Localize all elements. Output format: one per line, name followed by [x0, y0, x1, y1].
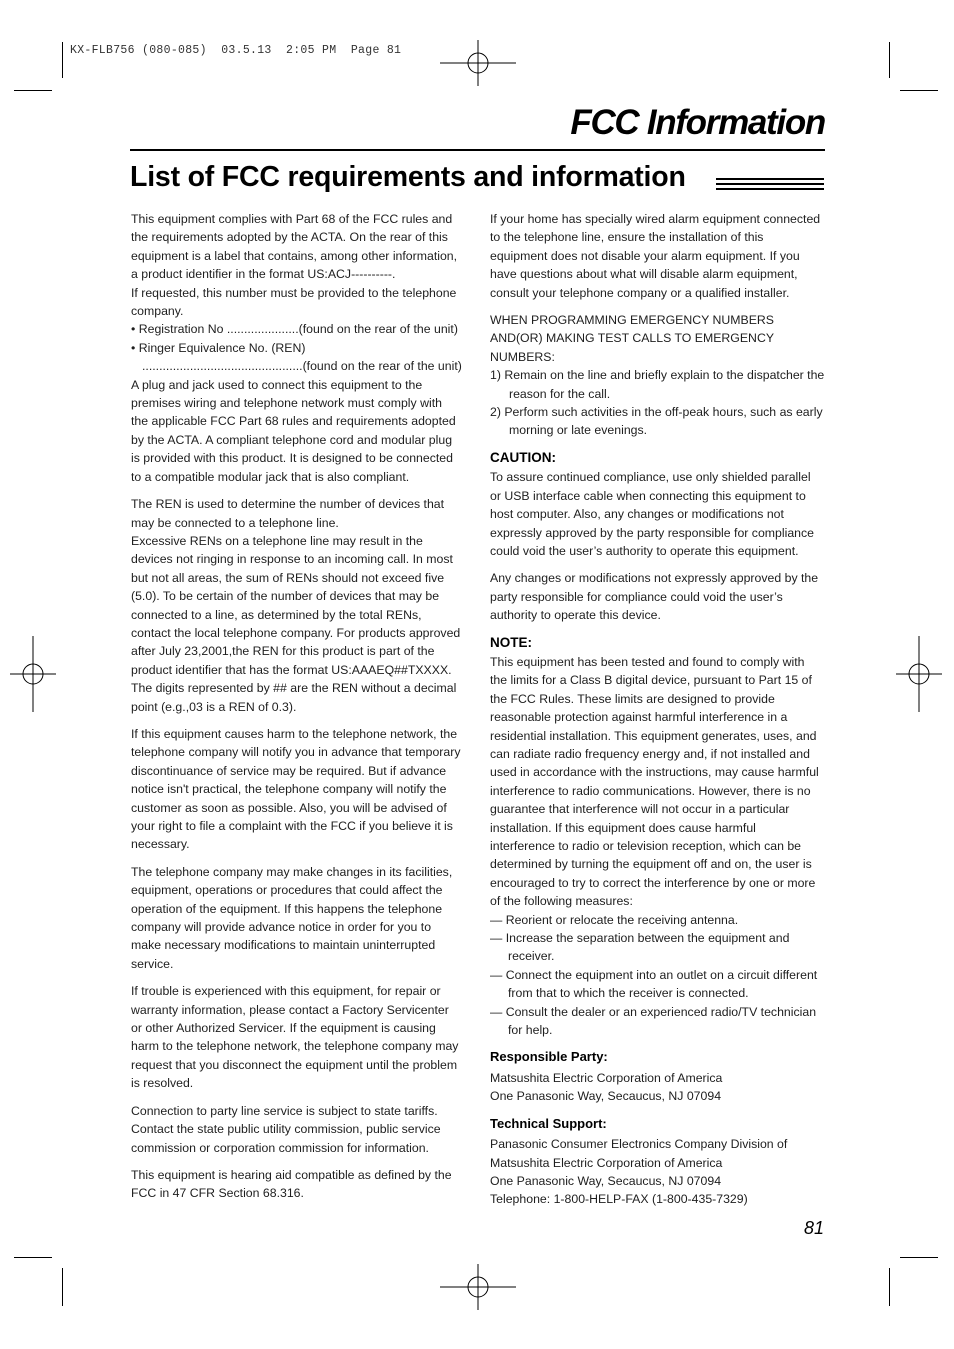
- technical-support-text: Panasonic Consumer Electronics Company Division of Matsushita Electric Corporation of America One Panasonic Way, Secaucus, NJ 07094 Telephone: 1-800-HELP-FAX (1-800-435-7329): [490, 1137, 788, 1207]
- note-text: This equipment has been tested and found to comply with the limits for a Class B digital device, pursuant to Part 15 of the FCC Rules. These limits are designed to provide reasonable protection against harmful interference in a residential installation. This equipment generates, uses, and can radiate radio frequency energy and, if not installed and used in accordance with the instructions, may cause harmful interference to radio communications. However, there is no guarantee that interference will not occur in a particular installation. If this equipment does cause harmful interference to radio or television reception, which can be determined by turning the equipment off and on, the user is encouraged to try to correct the interference by one or more of the following measures: — Reorient or relocate the receiving antenna. — Increase the separation between the equipment and receiver. — Connect the equipment into an outlet on a circuit different from that to which the receiver is connected. — Consult the dealer or an experienced radio/TV technician for help.: [490, 653, 828, 1040]
- paragraph: Connection to party line service is subject to state tariffs. Contact the state public utility commission, public service commission or corporation commission for information.: [131, 1103, 441, 1155]
- print-slug: KX-FLB756 (080-085) 03.5.13 2:05 PM Page 81: [70, 44, 402, 57]
- list-item: — Connect the equipment into an outlet on a circuit different from that to which the receiver is connected.: [490, 967, 818, 1001]
- left-column: [131, 210, 467, 1212]
- registration-mark-right: [896, 636, 942, 712]
- paragraph: This equipment is hearing aid compatible as defined by the FCC in 47 CFR Section 68.316.: [131, 1167, 452, 1201]
- registration-mark-top: [440, 40, 516, 86]
- page-heading: List of FCC requirements and information: [130, 161, 686, 193]
- title-rule: [130, 149, 825, 151]
- registration-mark-bottom: [440, 1264, 516, 1310]
- list-item: 1) Remain on the line and briefly explain to the dispatcher the reason for the call.: [490, 368, 825, 401]
- page-number: 81: [803, 1218, 824, 1238]
- right-column: [490, 210, 828, 1218]
- note-heading: NOTE:: [490, 634, 532, 650]
- bullet-ren: • Ringer Equivalence No. (REN): [131, 340, 306, 355]
- paragraph: The telephone company may make changes in its facilities, equipment, operations or procedures that could affect the operation of the equipment. If this happens the telephone company will provide advance notice in order for you to make necessary modifications to maintain uninterrupted service.: [131, 864, 453, 971]
- responsible-party-text: Matsushita Electric Corporation of America One Panasonic Way, Secaucus, NJ 07094: [490, 1070, 723, 1104]
- bullet-registration-no: • Registration No .....................(found on the rear of the unit): [131, 322, 458, 337]
- paragraph: Any changes or modifications not expressly approved by the party responsible for compliance could void the user’s authority to operate this device.: [490, 571, 819, 623]
- list-item: — Increase the separation between the equipment and receiver.: [490, 931, 790, 964]
- paragraph: WHEN PROGRAMMING EMERGENCY NUMBERS AND(OR) MAKING TEST CALLS TO EMERGENCY NUMBERS: 1) Remain on the line and briefly explain to the dispatcher the reason for the call. 2) Perform such activities in the off-peak hours, such as early morning or late evenings.: [490, 311, 828, 440]
- paragraph: If your home has specially wired alarm equipment connected to the telephone line, ensure the installation of this equipment does not disable your alarm equipment. If you have questions about what will disable alarm equipment, consult your telephone company or a qualified installer.: [490, 212, 821, 300]
- paragraph: The REN is used to determine the number of devices that may be connected to a telephone line. Excessive RENs on a telephone line may result in the devices not ringing in response to an incoming call. In most but not all areas, the sum of RENs should not exceed five (5.0). To be certain of the number of devices that may be connected to a line, as determined by the total RENs, contact the local telephone company. For products approved after July 23,2001,the REN for this product is part of the product identifier that has the format US:AAAEQ##TXXXX. The digits represented by ## are the REN without a decimal point (e.g.,03 is a REN of 0.3).: [131, 497, 461, 714]
- list-item: — Consult the dealer or an experienced radio/TV technician for help.: [490, 1004, 817, 1038]
- paragraph: If trouble is experienced with this equipment, for repair or warranty information, please contact a Factory Servicenter or other Authorized Servicer. If the equipment is causing harm to the telephone network, the telephone company may request that you disconnect the equipment until the problem is resolved.: [131, 984, 459, 1091]
- section-title: FCC Information: [570, 103, 825, 142]
- list-item: 2) Perform such activities in the off-peak hours, such as early morning or late evenings.: [490, 405, 823, 438]
- caution-text: To assure continued compliance, use only shielded parallel or USB interface cable when connecting this equipment to host computer. Also, any changes or modifications not expressly approved by the party responsible for compliance could void the user’s authority to operate this equipment.: [490, 470, 814, 558]
- caution-heading: CAUTION:: [490, 449, 556, 465]
- responsible-party-heading: Responsible Party:: [490, 1049, 608, 1065]
- technical-support-heading: Technical Support:: [490, 1115, 607, 1131]
- heading-decoration: [716, 178, 824, 193]
- paragraph: If this equipment causes harm to the telephone network, the telephone company will notify you in advance that temporary discontinuance of service may be required. But if advance notice isn't practical, the telephone company will notify the customer as soon as possible. Also, you will be advised of your right to file a complaint with the FCC if you believe it is necessary.: [131, 726, 461, 852]
- registration-mark-left: [10, 636, 56, 712]
- paragraph: This equipment complies with Part 68 of the FCC rules and the requirements adopted by the ACTA. On the rear of this equipment is a label that contains, among other information, a product identifier in the format US:ACJ----------. If requested, this number must be provided to the telephone company. • Registration No .....................(found on the rear of the unit) • Ringer Equivalence No. (REN) ...............................................(found on the rear of the unit) A plug and jack used to connect this equipment to the premises wiring and telephone network must comply with the applicable FCC Part 68 rules and requirements adopted by the ACTA. A compliant telephone cord and modular plug is provided with this product. It is designed to be connected to a compatible modular jack that is also compliant.: [131, 210, 467, 486]
- list-item: — Reorient or relocate the receiving antenna.: [490, 912, 739, 927]
